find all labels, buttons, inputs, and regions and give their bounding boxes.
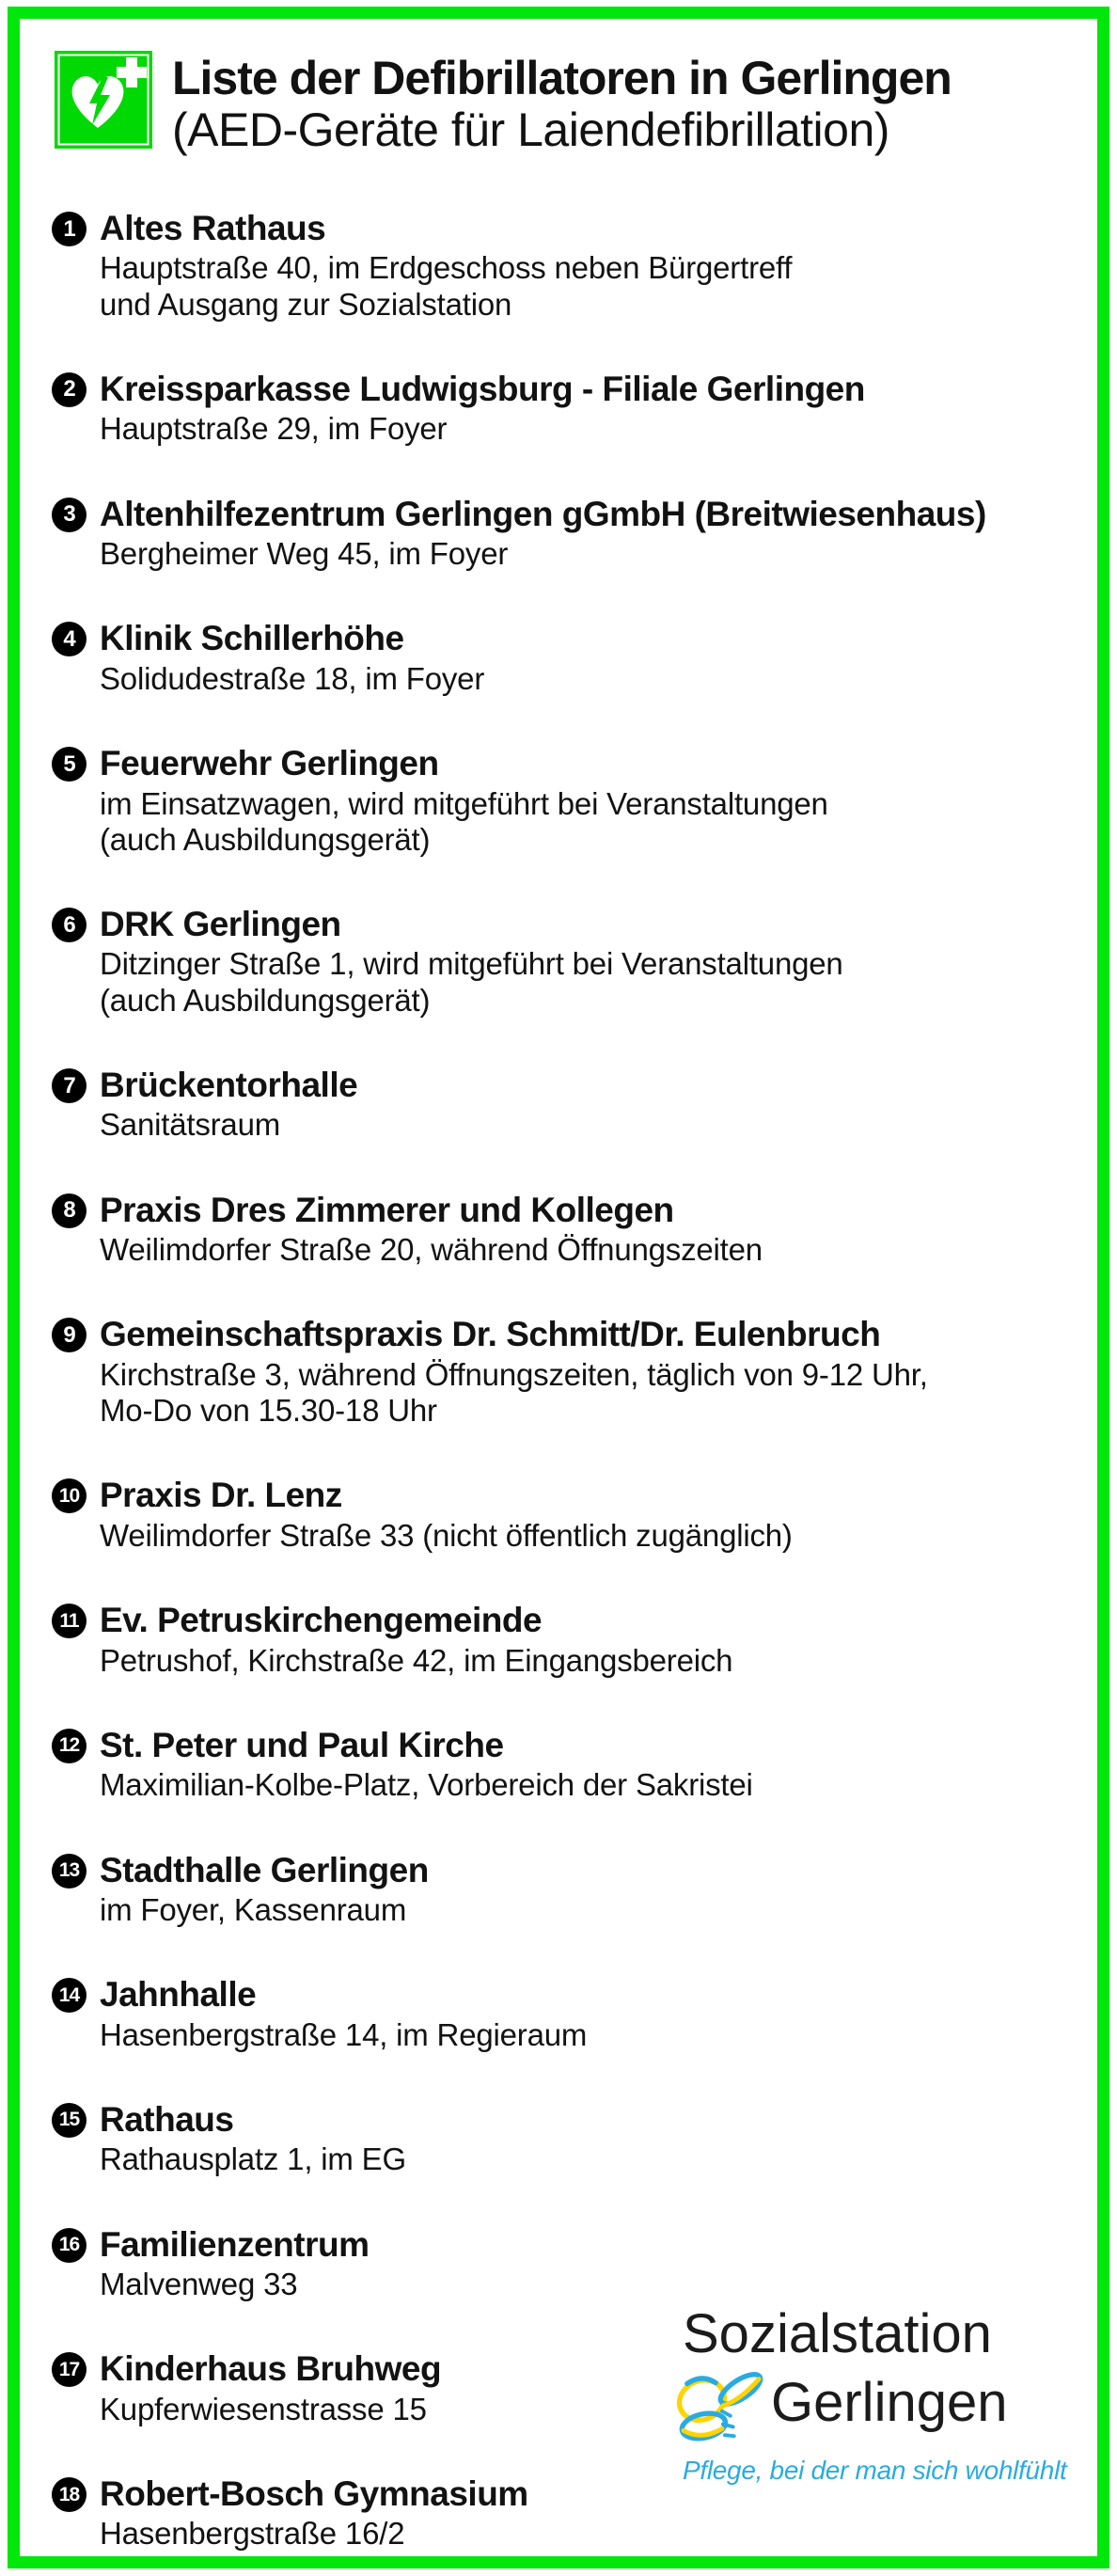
- list-item: [52, 1315, 1089, 1429]
- list-item: [52, 1851, 1089, 1929]
- location-detail-line: Bergheimer Weg 45, im Foyer: [100, 536, 509, 572]
- item-text: [100, 1191, 763, 1269]
- list-item: [52, 1476, 1089, 1554]
- item-number-badge: 16: [52, 2228, 87, 2263]
- item-number-badge: 5: [52, 747, 87, 782]
- item-number-badge: 17: [52, 2352, 87, 2387]
- location-detail-line: Hasenbergstraße 14, im Regieraum: [100, 2016, 588, 2052]
- location-details: [100, 661, 484, 697]
- item-number-badge: 4: [52, 622, 87, 656]
- location-detail-line: und Ausgang zur Sozialstation: [100, 286, 512, 322]
- location-detail-line: Solidudestraße 18, im Foyer: [100, 660, 485, 696]
- location-name: Feuerwehr Gerlingen: [100, 744, 439, 783]
- item-number-badge: 12: [52, 1729, 87, 1763]
- location-name: Klinik Schillerhöhe: [100, 619, 404, 658]
- location-name: Stadthalle Gerlingen: [100, 1850, 429, 1889]
- location-details: [100, 1357, 928, 1430]
- location-name: Brückentorhalle: [100, 1066, 358, 1105]
- location-name: Rathaus: [100, 2099, 234, 2139]
- logo-tagline: Pflege, bei der man sich wohlfühlt: [683, 2455, 1067, 2485]
- location-detail-line: im Foyer, Kassenraum: [100, 1891, 407, 1927]
- list-item: [52, 209, 1089, 323]
- item-text: [100, 1315, 928, 1429]
- list-item: [52, 2100, 1089, 2178]
- item-text: [100, 905, 843, 1019]
- location-detail-line: Malvenweg 33: [100, 2267, 298, 2302]
- list-item: [52, 1975, 1089, 2053]
- aed-defibrillator-heart-icon: [55, 51, 152, 149]
- location-name: DRK Gerlingen: [100, 905, 341, 944]
- location-details: [100, 1232, 763, 1268]
- location-detail-line: (auch Ausbildungsgerät): [100, 982, 431, 1018]
- aed-list: [52, 209, 1089, 2576]
- location-details: [100, 1518, 793, 1554]
- location-name: Gemeinschaftspraxis Dr. Schmitt/Dr. Eulenbruch: [100, 1315, 881, 1354]
- location-name: St. Peter und Paul Kirche: [100, 1725, 504, 1764]
- location-details: [100, 1643, 732, 1679]
- item-number-badge: 6: [52, 908, 87, 942]
- location-detail-line: Weilimdorfer Straße 20, während Öffnungszeiten: [100, 1232, 763, 1268]
- item-number-badge: 14: [52, 1978, 87, 2013]
- location-detail-line: Kupferwiesenstrasse 15: [100, 2391, 427, 2426]
- item-number-badge: 13: [52, 1854, 87, 1889]
- location-detail-line: Petrushof, Kirchstraße 42, im Eingangsbereich: [100, 1642, 733, 1678]
- logo-text-gerlingen: Gerlingen: [771, 2371, 1008, 2433]
- location-name: Praxis Dres Zimmerer und Kollegen: [100, 1190, 674, 1229]
- item-text: [100, 1476, 793, 1554]
- location-detail-line: im Einsatzwagen, wird mitgeführt bei Veranstaltungen: [100, 785, 828, 821]
- item-number-badge: 2: [52, 372, 87, 407]
- page-title: [172, 51, 952, 156]
- item-text: [100, 2349, 441, 2427]
- item-text: [100, 1601, 732, 1679]
- location-details: [100, 2392, 441, 2427]
- location-detail-line: Kirchstraße 3, während Öffnungszeiten, täglich von 9-12 Uhr,: [100, 1356, 928, 1392]
- item-number-badge: 3: [52, 498, 87, 532]
- location-detail-line: Mo-Do von 15.30-18 Uhr: [100, 1393, 437, 1429]
- location-details: [100, 536, 986, 572]
- item-text: [100, 209, 792, 323]
- list-item: [52, 1601, 1089, 1679]
- location-name: Kreissparkasse Ludwigsburg - Filiale Gerlingen: [100, 369, 865, 408]
- location-details: [100, 411, 865, 447]
- location-name: Familienzentrum: [100, 2224, 370, 2264]
- list-item: [52, 1191, 1089, 1269]
- item-text: [100, 2225, 370, 2303]
- item-number-badge: 9: [52, 1318, 87, 1352]
- list-item: [52, 2474, 1089, 2552]
- list-item: [52, 2225, 1089, 2303]
- location-detail-line: Hauptstraße 29, im Foyer: [100, 411, 448, 447]
- item-number-badge: 18: [52, 2477, 87, 2512]
- location-name: Ev. Petruskirchengemeinde: [100, 1601, 543, 1640]
- logo-line2: [673, 2367, 1087, 2444]
- item-number-badge: 10: [52, 1478, 87, 1513]
- location-detail-line: Hasenbergstraße 16/2: [100, 2516, 405, 2552]
- item-number-badge: 8: [52, 1193, 87, 1228]
- item-text: [100, 2100, 406, 2178]
- list-item: [52, 1066, 1089, 1144]
- page-title-line2: (AED-Geräte für Laiendefibrillation): [172, 103, 889, 156]
- location-detail-line: Rathausplatz 1, im EG: [100, 2141, 406, 2177]
- item-text: [100, 370, 865, 448]
- location-details: [100, 1892, 429, 1928]
- item-number-badge: 11: [52, 1604, 87, 1638]
- location-name: Altes Rathaus: [100, 209, 326, 247]
- location-details: [100, 1767, 753, 1803]
- list-item: [52, 1726, 1089, 1804]
- location-details: [100, 2141, 406, 2177]
- butterfly-icon: [673, 2363, 767, 2444]
- location-details: [100, 250, 792, 323]
- list-item: [52, 905, 1089, 1019]
- page-header: [55, 51, 952, 156]
- location-name: Kinderhaus Bruhweg: [100, 2349, 442, 2389]
- item-text: [100, 744, 828, 858]
- location-detail-line: Hauptstraße 40, im Erdgeschoss neben Bürgertreff: [100, 250, 793, 286]
- item-text: [100, 1066, 357, 1144]
- list-item: [52, 744, 1089, 858]
- sozialstation-logo: [673, 2303, 1087, 2486]
- location-detail-line: Maximilian-Kolbe-Platz, Vorbereich der Sakristei: [100, 1767, 753, 1803]
- location-name: Jahnhalle: [100, 1975, 257, 2015]
- location-name: Robert-Bosch Gymnasium: [100, 2474, 528, 2514]
- item-text: [100, 1851, 429, 1929]
- item-text: [100, 495, 986, 573]
- item-text: [100, 1726, 753, 1804]
- location-detail-line: Weilimdorfer Straße 33 (nicht öffentlich zugänglich): [100, 1517, 793, 1553]
- location-detail-line: (auch Ausbildungsgerät): [100, 821, 431, 857]
- list-item: [52, 495, 1089, 573]
- location-details: [100, 1107, 357, 1143]
- location-details: [100, 786, 828, 859]
- page-title-line1: Liste der Defibrillatoren in Gerlingen: [172, 52, 952, 104]
- item-number-badge: 15: [52, 2103, 87, 2138]
- location-name: Altenhilfezentrum Gerlingen gGmbH (Breitwiesenhaus): [100, 494, 986, 533]
- location-name: Praxis Dr. Lenz: [100, 1476, 342, 1515]
- location-details: [100, 946, 843, 1019]
- logo-text-sozialstation: Sozialstation: [683, 2303, 992, 2364]
- location-detail-line: Ditzinger Straße 1, wird mitgeführt bei Veranstaltungen: [100, 946, 843, 982]
- location-detail-line: Sanitätsraum: [100, 1107, 281, 1143]
- item-number-badge: 1: [52, 212, 87, 246]
- item-text: [100, 2474, 528, 2552]
- item-number-badge: 7: [52, 1068, 87, 1103]
- location-details: [100, 2017, 587, 2053]
- location-details: [100, 2267, 370, 2302]
- list-item: [52, 370, 1089, 448]
- item-text: [100, 619, 484, 697]
- item-text: [100, 1975, 587, 2053]
- location-details: [100, 2516, 528, 2552]
- list-item: [52, 619, 1089, 697]
